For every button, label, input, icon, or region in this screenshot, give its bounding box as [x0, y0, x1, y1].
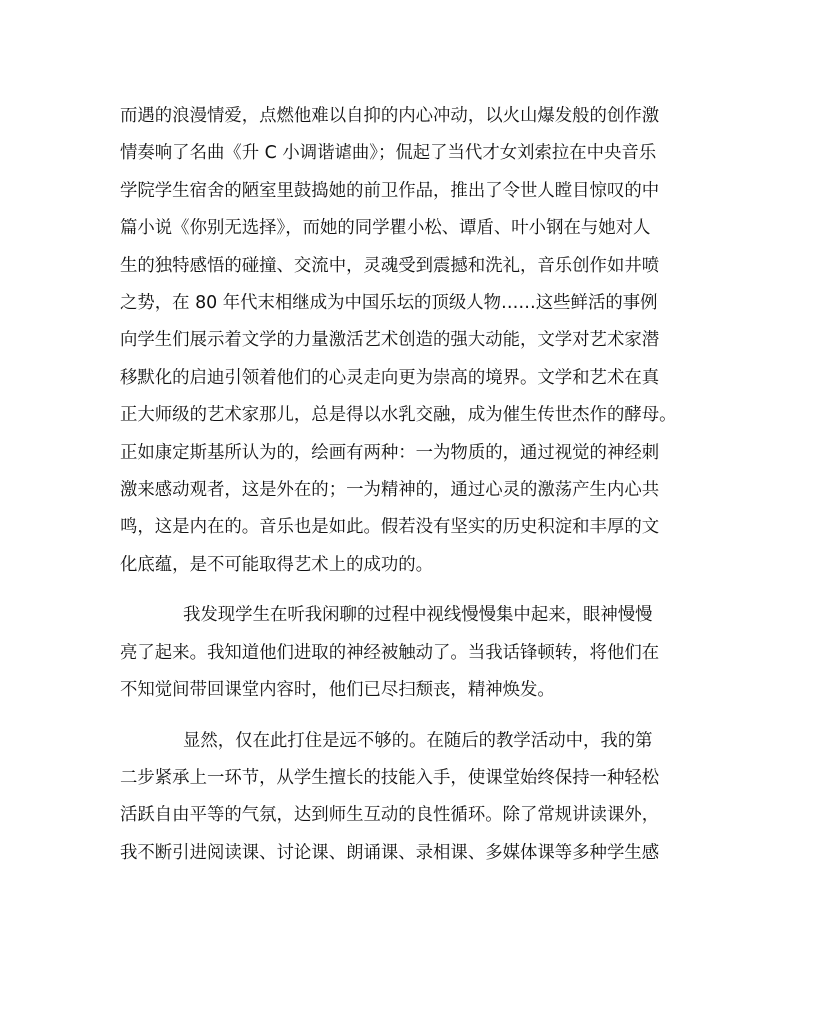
text-line: 我不断引进阅读课、讨论课、朗诵课、录相课、多媒体课等多种学生感: [120, 842, 660, 863]
text-line: 化底蕴，是不可能取得艺术上的成功的。: [120, 554, 434, 575]
paragraph-3: [120, 723, 698, 873]
text-line: 亮了起来。我知道他们进取的神经被触动了。当我话锋顿转，将他们在: [120, 642, 660, 663]
text-line: 不知觉间带回课堂内容时，他们已尽扫颓丧，精神焕发。: [120, 680, 555, 701]
paragraph-spacer: [120, 584, 698, 597]
text-line: 生的独特感悟的碰撞、交流中，灵魂受到震撼和洗礼，音乐创作如井喷: [120, 255, 660, 276]
document-body: [120, 98, 698, 872]
text-line: 学院学生宿舍的陋室里鼓捣她的前卫作品，推出了令世人瞠目惊叹的中: [120, 180, 660, 201]
text-line: 我发现学生在听我闲聊的过程中视线慢慢集中起来，眼神慢慢: [183, 605, 653, 626]
text-line: 篇小说《你别无选择》，而她的同学瞿小松、谭盾、叶小钢在与她对人: [120, 218, 651, 239]
text-line: 而遇的浪漫情爱，点燃他难以自抑的内心冲动，以火山爆发般的创作激: [120, 106, 660, 126]
text-line: 移默化的启迪引领着他们的心灵走向更为崇高的境界。文学和艺术在真: [120, 367, 660, 388]
text-line: 向学生们展示着文学的力量激活艺术创造的强大动能，文学对艺术家潜: [120, 330, 660, 351]
paragraph-1: [120, 98, 698, 584]
text-line: 之势，在 80 年代末相继成为中国乐坛的顶级人物……这些鲜活的事例: [120, 293, 658, 314]
text-line: 情奏响了名曲《升 C 小调谐谑曲》；侃起了当代才女刘索拉在中央音乐: [120, 143, 657, 164]
text-line: 二步紧承上一环节，从学生擅长的技能入手，使课堂始终保持一种轻松: [120, 767, 660, 788]
text-line: 鸣，这是内在的。音乐也是如此。假若没有坚实的历史积淀和丰厚的文: [120, 517, 660, 538]
paragraph-2: [120, 597, 698, 709]
text-line: 活跃自由平等的气氛，达到师生互动的良性循环。除了常规讲读课外，: [120, 805, 660, 826]
paragraph-spacer: [120, 710, 698, 723]
text-line: 正大师级的艺术家那儿，总是得以水乳交融，成为催生传世杰作的酵母。: [120, 405, 677, 426]
text-line: 显然，仅在此打住是远不够的。在随后的教学活动中，我的第: [183, 730, 653, 751]
text-line: 激来感动观者，这是外在的；一为精神的，通过心灵的激荡产生内心共: [120, 480, 660, 501]
text-line: 正如康定斯基所认为的，绘画有两种：一为物质的，通过视觉的神经刺: [120, 442, 660, 463]
